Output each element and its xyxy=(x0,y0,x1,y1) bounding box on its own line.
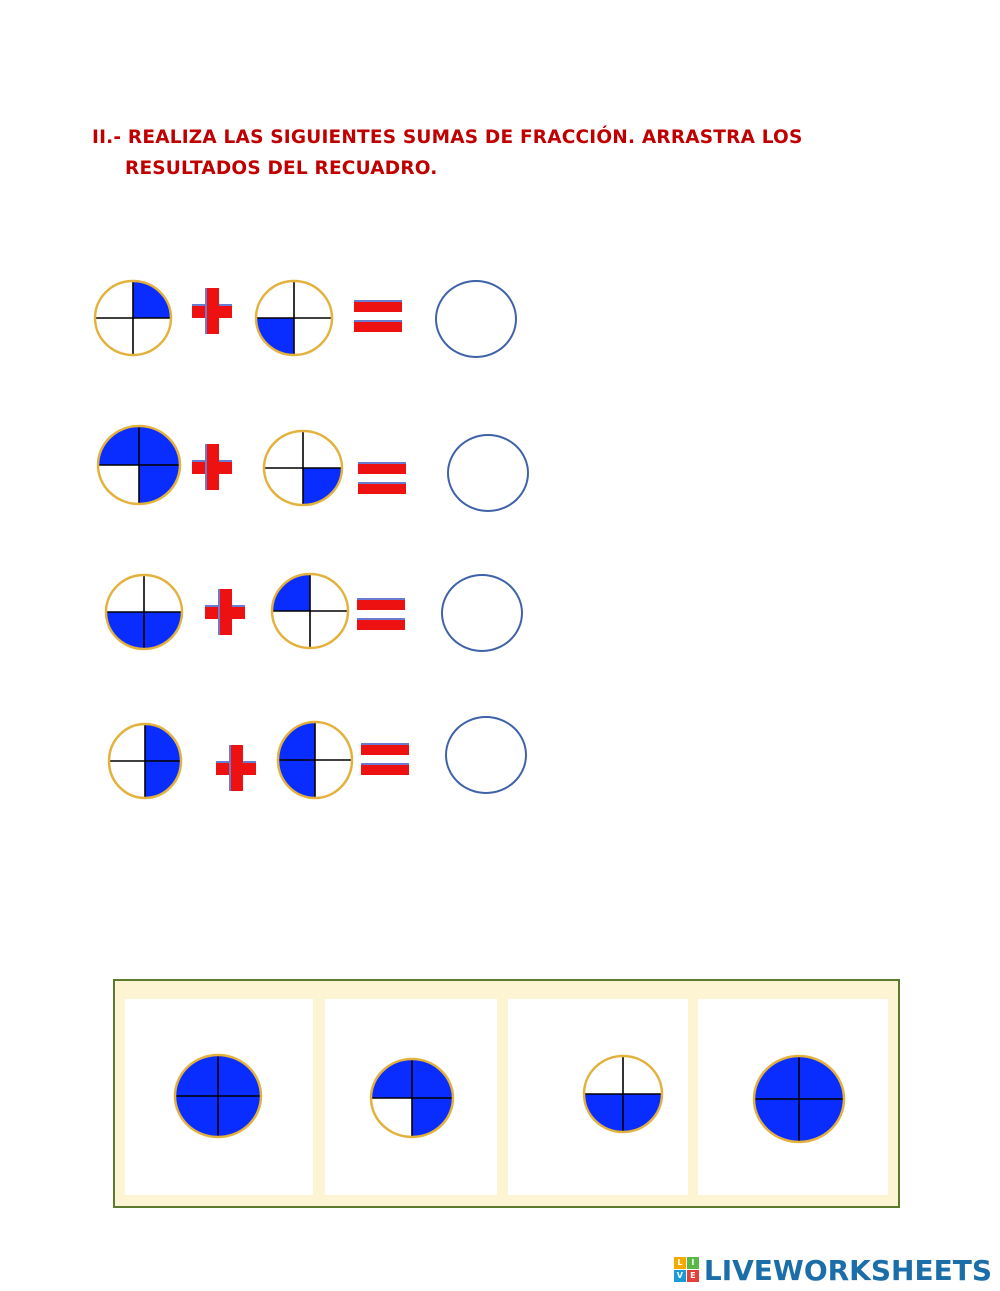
answer-card-4[interactable] xyxy=(698,999,888,1195)
instruction-line-2: RESULTADOS DEL RECUADRO. xyxy=(125,158,438,179)
logo-letter: L xyxy=(674,1257,686,1269)
answer-card-1[interactable] xyxy=(125,999,313,1195)
fraction-circle xyxy=(276,720,354,800)
answer-option[interactable] xyxy=(369,1057,455,1139)
answer-option[interactable] xyxy=(752,1054,846,1144)
instruction-text xyxy=(92,122,892,184)
answer-card-3[interactable] xyxy=(508,999,688,1195)
answer-drop-zone-4[interactable] xyxy=(445,716,527,794)
plus-sign xyxy=(216,745,256,791)
plus-sign xyxy=(192,444,232,490)
fraction-circle xyxy=(262,429,344,507)
equals-sign xyxy=(354,300,402,334)
fraction-circle xyxy=(104,573,184,651)
answer-bank xyxy=(113,979,900,1208)
answer-drop-zone-1[interactable] xyxy=(435,280,517,358)
fraction-circle xyxy=(270,572,350,650)
answer-card-2[interactable] xyxy=(325,999,497,1195)
answer-option[interactable] xyxy=(173,1053,263,1139)
answer-option[interactable] xyxy=(582,1054,664,1134)
fraction-circle xyxy=(96,424,182,506)
plus-sign xyxy=(192,288,232,334)
equals-sign xyxy=(358,462,406,496)
logo-letter: I xyxy=(687,1257,699,1269)
instruction-line-1: II.- REALIZA LAS SIGUIENTES SUMAS DE FRACCIÓN. ARRASTRA LOS xyxy=(92,127,803,148)
logo-mark-icon xyxy=(674,1257,700,1283)
equals-sign xyxy=(361,743,409,777)
answer-drop-zone-3[interactable] xyxy=(441,574,523,652)
logo-letter: V xyxy=(674,1270,686,1282)
equals-sign xyxy=(357,598,405,632)
fraction-circle xyxy=(107,722,183,800)
logo-wordmark: LIVEWORKSHEETS xyxy=(703,1253,992,1287)
plus-sign xyxy=(205,589,245,635)
logo-letter: E xyxy=(687,1270,699,1282)
liveworksheets-logo xyxy=(674,1254,992,1286)
fraction-circle xyxy=(254,279,334,357)
answer-drop-zone-2[interactable] xyxy=(447,434,529,512)
fraction-circle xyxy=(93,279,173,357)
